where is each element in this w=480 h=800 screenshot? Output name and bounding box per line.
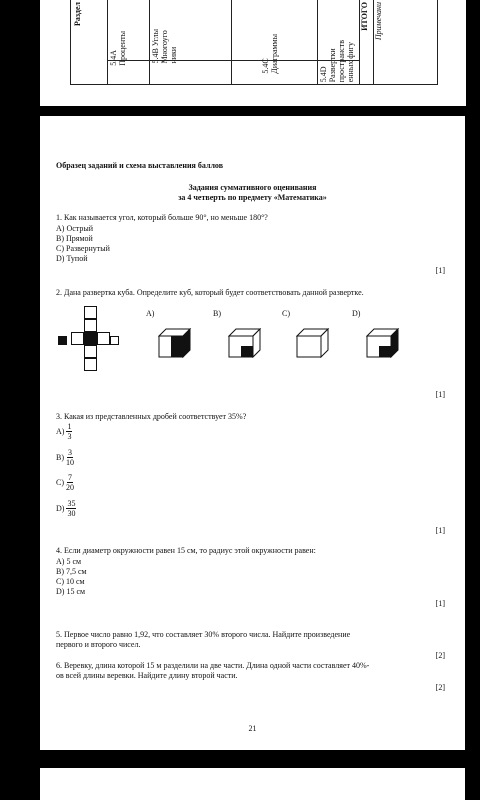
q5-score: [2] [435, 651, 445, 660]
q1-option: A) Острый [56, 224, 94, 233]
table-cell: 5.4D Развертки пространств енных фигу [319, 39, 355, 82]
net-face [97, 332, 110, 345]
net-face-dark [58, 336, 67, 345]
q2-label: C) [282, 309, 290, 318]
table-cell: 5.4A Проценты [109, 31, 127, 66]
numerator: 1 [67, 422, 72, 431]
q1-score: [1] [435, 266, 445, 275]
option-label: D) [56, 504, 65, 513]
table-col-angles [149, 0, 232, 84]
q1-text: 1. Как называется угол, который больше 90°, но меньше 180°? [56, 213, 268, 222]
sample-title: Образец заданий и схема выставления баллов [56, 161, 224, 170]
q3-option-a [56, 422, 72, 441]
q1-option: C) Развернутый [56, 244, 110, 253]
cube-option-d [366, 328, 400, 358]
table-col-total [359, 0, 374, 84]
q2-text: 2. Дана развертка куба. Определите куб, который будет соответствовать данной развертке. [56, 288, 364, 297]
next-page-fragment [40, 768, 465, 800]
q3-text: 3. Какая из представленных дробей соответствует 35%? [56, 412, 247, 421]
q3-option-b [56, 448, 74, 467]
doc-title-line1: Задания суммативного оценивания [188, 183, 317, 192]
table-cell: 5.4B Углы Многоуго ники [151, 29, 178, 64]
q4-text: 4. Если диаметр окружности равен 15 см, то радиус этой окружности равен: [56, 546, 316, 555]
net-face [84, 345, 97, 358]
q2-score: [1] [435, 390, 445, 399]
q4-option: D) 15 см [56, 587, 86, 596]
table-col-nets [317, 0, 360, 84]
option-label: A) [56, 427, 65, 436]
table-col-note [373, 0, 387, 84]
q1-option: D) Тупой [56, 254, 88, 263]
numerator: 35 [67, 499, 76, 508]
q5-line2: первого и второго чисел. [56, 640, 141, 649]
table-divider [107, 60, 359, 61]
doc-title-line2: за 4 четверть по предмету «Математика» [178, 193, 327, 202]
q5-line1: 5. Первое число равно 1,92, что составляет 30% второго числа. Найдите произведение [56, 630, 351, 639]
q6-score: [2] [435, 683, 445, 692]
cube-option-c [296, 328, 330, 358]
denominator: 10 [66, 458, 74, 467]
q3-option-d [56, 499, 76, 518]
denominator: 20 [66, 483, 74, 492]
q4-option: A) 5 см [56, 557, 82, 566]
table-cell: 5.4C Диаграммы [261, 34, 279, 74]
main-page [40, 116, 465, 750]
option-label: B) [56, 453, 64, 462]
net-face [84, 319, 97, 332]
net-face [110, 336, 119, 345]
cube-option-a [158, 328, 192, 358]
option-label: C) [56, 478, 64, 487]
cube-option-b [228, 328, 262, 358]
denominator: 30 [67, 509, 76, 518]
table-col-percent [107, 0, 150, 84]
net-face [84, 306, 97, 319]
table-cell: Раздел [73, 2, 82, 27]
net-face [71, 332, 84, 345]
rotated-table [70, 0, 438, 85]
cube-net [58, 306, 162, 378]
numerator: 3 [68, 448, 72, 457]
table-col-section [71, 0, 108, 84]
net-face [84, 358, 97, 371]
numerator: 7 [68, 473, 72, 482]
table-cell: Примечани [374, 2, 383, 41]
q4-option: B) 7,5 см [56, 567, 87, 576]
page-number: 21 [248, 724, 257, 733]
q3-score: [1] [435, 526, 445, 535]
q3-option-c [56, 473, 74, 492]
q4-score: [1] [435, 599, 445, 608]
q6-line2: ов всей длины веревки. Найдите длину второй части. [56, 671, 238, 680]
net-face-dark [84, 332, 97, 345]
q1-option: B) Прямой [56, 234, 93, 243]
q2-label: A) [146, 309, 155, 318]
table-cell: ИТОГО [360, 2, 369, 31]
q6-line1: 6. Веревку, длина которой 15 м разделили на две части. Длина одной части составляет 40%- [56, 661, 370, 670]
denominator: 3 [67, 432, 72, 441]
q4-option: C) 10 см [56, 577, 85, 586]
table-col-diagrams [231, 0, 318, 84]
q2-label: D) [352, 309, 361, 318]
q2-label: B) [213, 309, 221, 318]
top-page-fragment [40, 0, 466, 106]
